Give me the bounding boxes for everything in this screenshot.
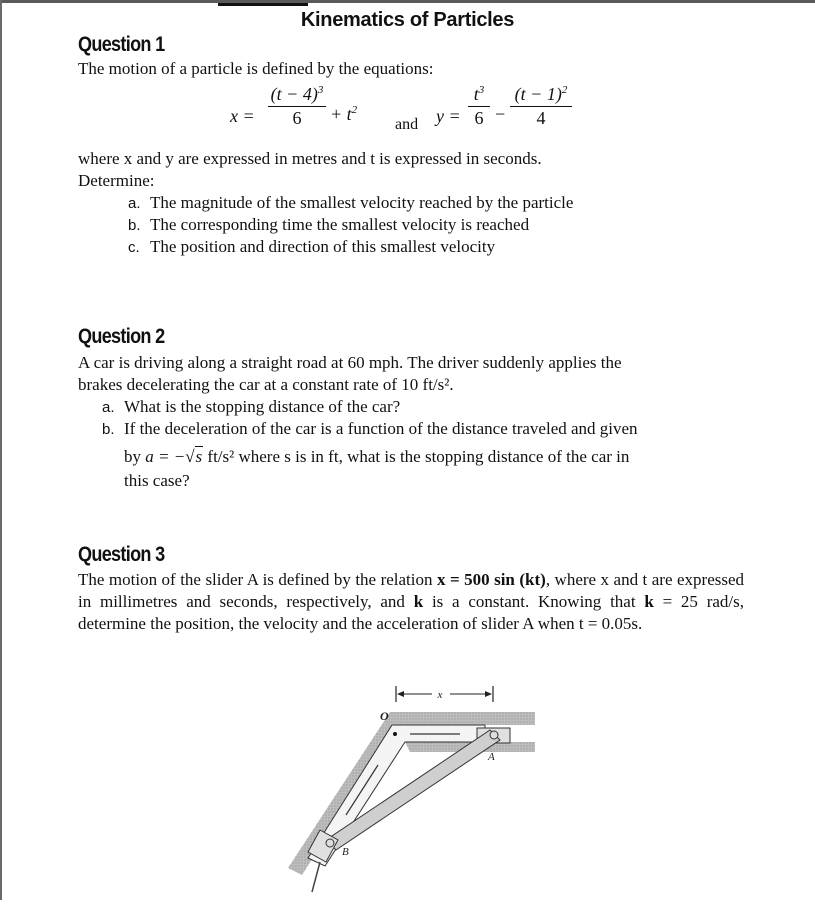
relation-formula: x = 500 sin (kt) <box>436 570 546 589</box>
question-2-heading: Question 2 <box>78 325 165 348</box>
label-O: O <box>380 709 389 723</box>
header-rule <box>218 3 308 6</box>
deceleration-formula: a = −√s <box>145 447 203 466</box>
question-1-item-b: b. The corresponding time the smallest velocity is reached <box>128 215 530 234</box>
slider-mechanism-diagram <box>280 670 540 900</box>
x-fraction <box>268 84 326 129</box>
and-text: and <box>395 116 419 133</box>
question-3-text: The motion of the slider A is defined by the relation x = 500 sin (kt), where x and t are expressed in millimetres and seconds, respectively, and k is a constant. Knowing that k = 25 rad/s, determine the position, the velocity and the acceleration of slider A when t = 0.05s. <box>78 570 745 633</box>
question-2-item-a: a. What is the stopping distance of the car? <box>102 397 401 416</box>
slider-mechanism-figure <box>280 670 540 900</box>
question-1-item-c: c. The position and direction of this smallest velocity <box>128 237 496 256</box>
label-A: A <box>488 751 495 763</box>
x-numerator-exponent: 3 <box>317 84 324 96</box>
x-plus-term: + $t^2$ <box>330 104 358 124</box>
x-numerator: (t − 4) <box>270 84 318 104</box>
y-fraction-1: $t^3$ 6 <box>468 84 490 129</box>
question-3-heading: Question 3 <box>78 543 165 566</box>
x-denominator: 6 <box>292 108 302 128</box>
y-lhs: y = <box>436 106 461 126</box>
question-1-heading: Question 1 <box>78 33 165 56</box>
question-2-item-b-continued: by a = −√s ft/s² where s is in ft, what is the stopping distance of the car in <box>124 447 630 466</box>
window-top-border <box>0 0 815 3</box>
label-x: x <box>437 689 443 701</box>
question-1-units: where x and y are expressed in metres and t is expressed in seconds. <box>78 149 542 168</box>
y-fraction-2: $(t - 1)^2$ 4 <box>510 84 572 129</box>
question-1-item-a: a. The magnitude of the smallest velocity reached by the particle <box>128 193 574 212</box>
document-title: Kinematics of Particles <box>300 9 515 31</box>
minus-sign: − <box>495 104 506 124</box>
motion-equations <box>230 82 610 152</box>
window-left-border <box>0 0 2 900</box>
x-lhs: x = <box>230 106 255 126</box>
question-2-item-b: b. If the deceleration of the car is a function of the distance traveled and given <box>102 419 638 438</box>
question-2-line-1: A car is driving along a straight road at 60 mph. The driver suddenly applies the <box>78 353 622 372</box>
question-2-item-b-last: this case? <box>124 471 190 490</box>
question-1-intro: The motion of a particle is defined by the equations: <box>78 59 434 78</box>
question-1-determine: Determine: <box>78 171 155 190</box>
question-2-line-2: brakes decelerating the car at a constant rate of 10 ft/s². <box>78 375 454 394</box>
label-B: B <box>342 846 349 858</box>
